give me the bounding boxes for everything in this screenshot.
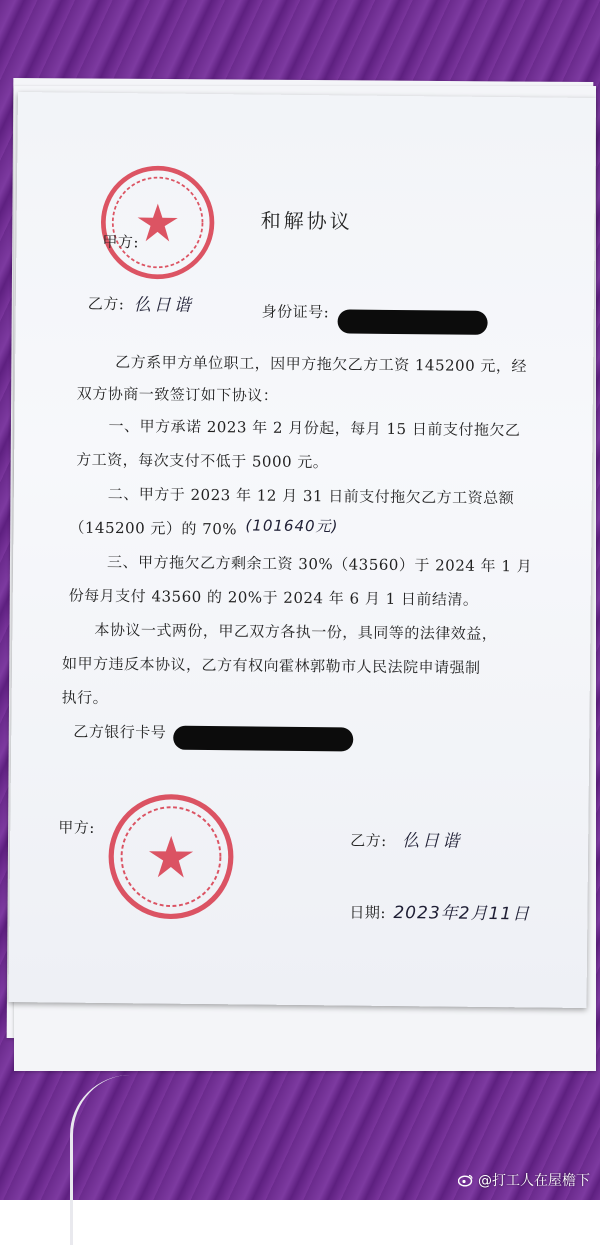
handwritten-amount: (101640元) — [245, 516, 339, 536]
party-b-signature: 仫日谐 — [133, 295, 194, 316]
weibo-icon — [458, 1173, 474, 1187]
party-a-label: 甲方: — [102, 232, 140, 252]
paragraph-intro-line2: 双方协商一致签订如下协议： — [76, 384, 279, 405]
party-b-label: 乙方: — [87, 294, 125, 314]
id-number-label: 身份证号: — [261, 302, 330, 322]
company-seal-bottom — [105, 791, 236, 922]
clause-two-line2: （145200 元）的 70% — [69, 518, 238, 539]
clause-two-line1: 二、甲方于 2023 年 12 月 31 日前支付拖欠乙方工资总额 — [107, 484, 515, 508]
sign-party-b-signature: 仫日谐 — [402, 831, 463, 852]
closing-line2: 如甲方违反本协议，乙方有权向霍林郭勒市人民法院申请强制 — [61, 654, 481, 677]
id-number-redaction — [337, 309, 487, 335]
clause-three-line1: 三、甲方拖欠乙方剩余工资 30%（43560）于 2024 年 1 月 — [106, 552, 533, 576]
watermark-text: @打工人在屋檐下 — [478, 1173, 590, 1189]
clause-one-line2: 方工资，每次支付不低于 5000 元。 — [76, 450, 329, 472]
bank-card-redaction — [173, 726, 353, 752]
charging-cable — [70, 1075, 133, 1245]
closing-line3: 执行。 — [61, 688, 109, 707]
paragraph-intro-line1: 乙方系甲方单位职工，因甲方拖欠乙方工资 145200 元，经 — [115, 353, 528, 376]
agreement-title: 和解协议 — [260, 208, 353, 234]
bank-card-label: 乙方银行卡号 — [73, 722, 167, 742]
clause-three-line2: 份每月支付 43560 的 20%于 2024 年 6 月 1 日前结清。 — [68, 586, 479, 609]
sign-party-b-label: 乙方: — [350, 831, 387, 850]
date-label: 日期: — [349, 903, 387, 922]
agreement-sheet — [8, 92, 595, 1008]
clause-one-line1: 一、甲方承诺 2023 年 2 月份起，每月 15 日前支付拖欠乙 — [108, 416, 521, 440]
closing-line1: 本协议一式两份，甲乙双方各执一份，具同等的法律效益， — [94, 620, 498, 644]
date-handwritten: 2023年2月11日 — [393, 902, 531, 925]
watermark — [458, 1170, 590, 1190]
sign-party-a-label: 甲方: — [58, 818, 95, 837]
company-seal-top — [98, 163, 217, 282]
